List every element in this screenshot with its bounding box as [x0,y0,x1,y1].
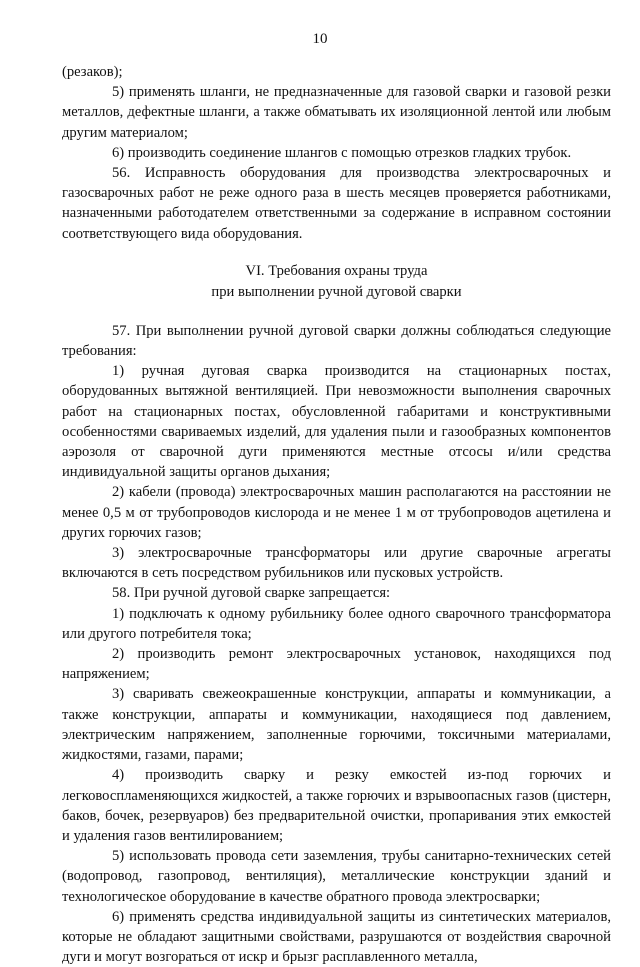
page-body [62,62,611,967]
paragraph: 5) применять шланги, не предназначенные для газовой сварки и газовой резки металлов, дефектные шланги, а также обматывать их изоляционной лентой или любым другим материалом; [62,84,611,141]
section-heading [62,261,611,303]
paragraph: 57. При выполнении ручной дуговой сварки должны соблюдаться следующие требования: [62,322,611,360]
paragraph: 3) электросварочные трансформаторы или другие сварочные агрегаты включаются в сеть посредством рубильников или пусковых устройств. [62,545,611,582]
paragraph: 1) ручная дуговая сварка производится на стационарных постах, оборудованных вытяжной вентиляцией. При невозможности выполнения сварочных работ на стационарных постах, обусловленной габаритами и конструктивными особенностями свариваемых изделий, для удаления пыли и газообразных компонентов аэрозоля от сварочной дуги применяются местные отсосы и/или средства индивидуальной защиты органов дыхания; [62,363,611,481]
paragraph: 56. Исправность оборудования для производства электросварочных и газосварочных работ не реже одного раза в шесть месяцев проверяется работниками, назначенными работодателем ответственными за содержание в исправном состоянии соответствующего вида оборудования. [62,165,611,242]
section-heading-line-1: VI. Требования охраны труда [245,262,428,279]
paragraph: 3) сваривать свежеокрашенные конструкции, аппараты и коммуникации, а также конструкции, аппараты и коммуникации, находящиеся под давлением, электрическим напряжением, заполненные горючими, токсичными материалами, жидкостями, газами, парами; [62,686,611,764]
paragraph: 6) производить соединение шлангов с помощью отрезков гладких трубок. [112,144,572,161]
paragraph: 1) подключать к одному рубильнику более одного сварочного трансформатора или другого потребителя тока; [62,605,611,642]
paragraph: 2) кабели (провода) электросварочных машин располагаются на расстоянии не менее 0,5 м от трубопроводов кислорода и не менее 1 м от трубопроводов ацетилена и других горючих газов; [62,484,611,541]
paragraph: (резаков); [62,64,123,80]
paragraph: 6) применять средства индивидуальной защиты из синтетических материалов, которые не обладают защитными свойствами, разрушаются от воздействия сварочной дуги и могут возгораться от искр и брызг расплавленного металла, [62,908,611,966]
paragraph: 4) производить сварку и резку емкостей из-под горючих и легковоспламеняющихся жидкостей, а также горючих и взрывоопасных газов (цистерн, баков, бочек, резервуаров) без предварительной очистки, пропаривания этих емкостей и удаления газов вентилированием; [62,767,611,844]
section-heading-line-2: при выполнении ручной дуговой сварки [211,283,462,300]
paragraph: 2) производить ремонт электросварочных установок, находящихся под напряжением; [62,646,611,683]
paragraph: 5) использовать провода сети заземления, трубы санитарно-технических сетей (водопровод, газопровод, вентиляция), металлические конструкции зданий и технологическое оборудование в качестве обратного провода электросварки; [62,848,611,905]
paragraph: 58. При ручной дуговой сварке запрещается: [112,585,391,602]
page-number: 10 [312,31,328,47]
